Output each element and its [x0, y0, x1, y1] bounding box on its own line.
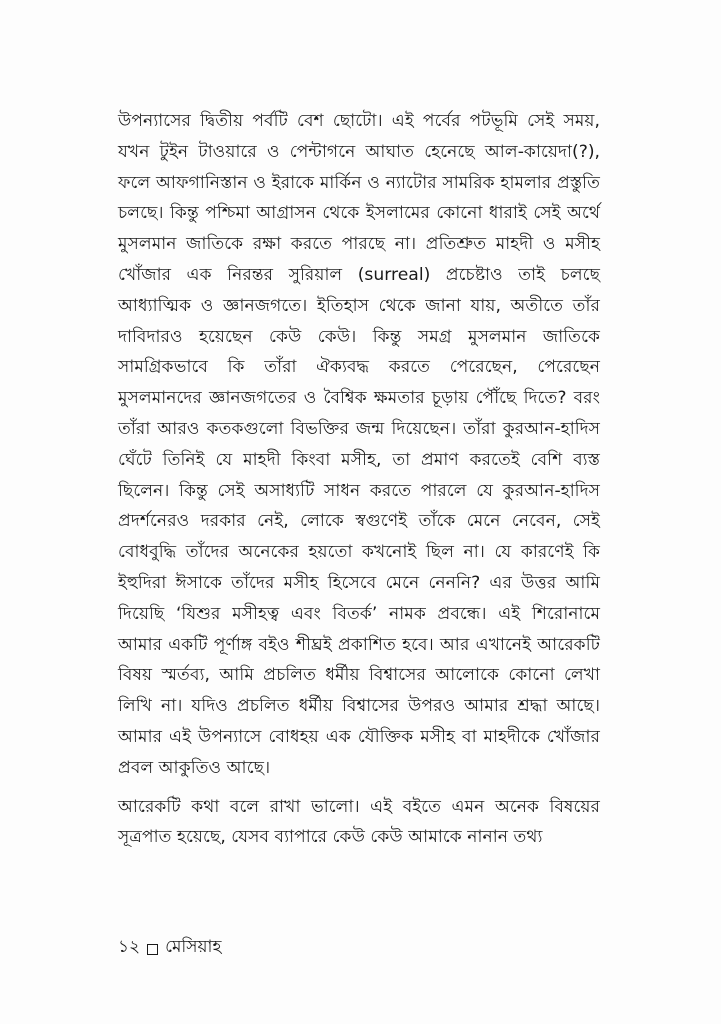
page-number: ১২: [118, 937, 141, 957]
running-title: মেসিয়াহ: [165, 937, 222, 957]
hollow-square-icon: [147, 944, 158, 955]
paragraph-2: আরেকটি কথা বলে রাখা ভালো। এই বইতে এমন অনেক বিষয়ের সূত্রপাত হয়েছে, যেসব ব্যাপারে কেউ কেউ আমাকে নানান তথ্য: [118, 796, 600, 848]
page-footer: [118, 934, 221, 962]
paragraph-1: উপন্যাসের দ্বিতীয় পর্বটি বেশ ছোটো। এই পর্বের পটভূমি সেই সময়, যখন টুইন টাওয়ারে ও পেন্টাগনে আঘাত হেনেছে আল-কায়েদা(?), ফলে আফগানিস্তান ও ইরাকে মার্কিন ও ন্যাটোর সামরিক হামলার প্রস্তুতি চলছে। কিন্তু পশ্চিমা আগ্রাসন থেকে ইসলামের কোনো ধারাই সেই অর্থে মুসলমান জাতিকে রক্ষা করতে পারছে না। প্রতিশ্রুত মাহদী ও মসীহ খোঁজার এক নিরন্তর সুরিয়াল (surreal) প্রচেষ্টাও তাই চলছে আধ্যাত্মিক ও জ্ঞানজগতে। ইতিহাস থেকে জানা যায়, অতীতে তাঁর দাবিদারও হয়েছেন কেউ কেউ। কিন্তু সমগ্র মুসলমান জাতিকে সামগ্রিকভাবে কি তাঁরা ঐক্যবদ্ধ করতে পেরেছেন, পেরেছেন মুসলমানদের জ্ঞানজগতের ও বৈশ্বিক ক্ষমতার চূড়ায় পৌঁছে দিতে? বরং তাঁরা আরও কতকগুলো বিভক্তির জন্ম দিয়েছেন। তাঁরা কুরআন-হাদিস ঘেঁটে তিনিই যে মাহদী কিংবা মসীহ, তা প্রমাণ করতেই বেশি ব্যস্ত ছিলেন। কিন্তু সেই অসাধ্যটি সাধন করতে পারলে যে কুরআন-হাদিস প্রদর্শনেরও দরকার নেই, লোকে স্বগুণেই তাঁকে মেনে নেবেন, সেই বোধবুদ্ধি তাঁদের অনেকের হয়তো কখনোই ছিল না। যে কারণেই কি ইহুদিরা ঈসাকে তাঁদের মসীহ হিসেবে মেনে নেননি? এর উত্তর আমি দিয়েছি ‘যিশুর মসীহত্ব এবং বিতর্ক’ নামক প্রবন্ধে। এই শিরোনামে আমার একটি পূর্ণাঙ্গ বইও শীঘ্রই প্রকাশিত হবে। আর এখানেই আরেকটি বিষয় স্মর্তব্য, আমি প্রচলিত ধর্মীয় বিশ্বাসের আলোকে কোনো লেখা লিখি না। যদিও প্রচলিত ধর্মীয় বিশ্বাসের উপরও আমার শ্রদ্ধা আছে। আমার এই উপন্যাসে বোধহয় এক যৌক্তিক মসীহ বা মাহদীকে খোঁজার প্রবল আকুতিও আছে।: [118, 111, 600, 778]
body-text: [118, 106, 600, 853]
